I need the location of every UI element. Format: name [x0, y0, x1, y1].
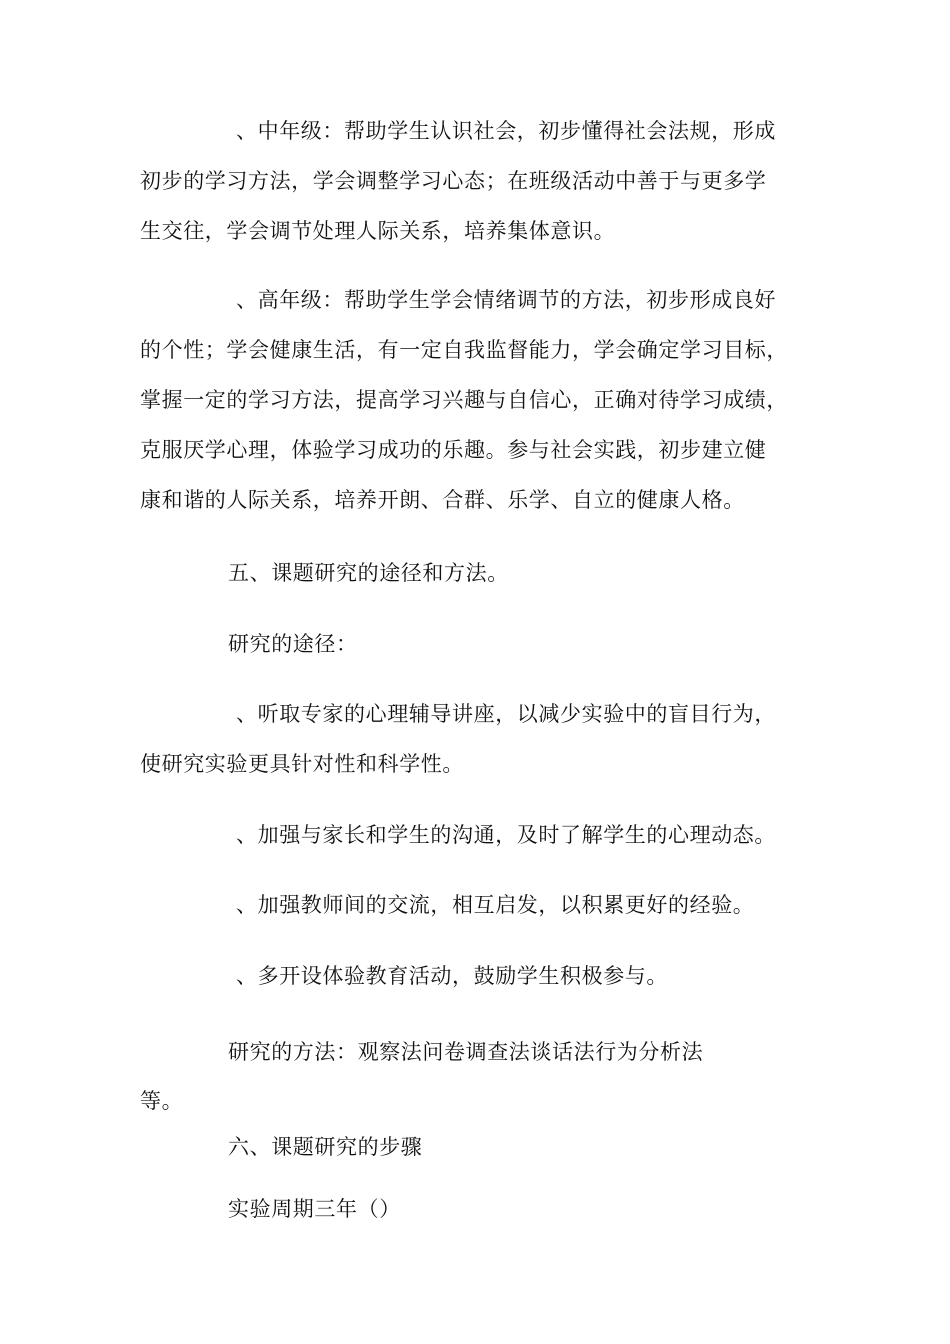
high-grade-line-2: 的个性；学会健康生活，有一定自我监督能力，学会确定学习目标， [140, 338, 788, 362]
approach-2: 、加强与家长和学生的沟通，及时了解学生的心理动态。 [236, 823, 776, 847]
methods-line-1: 研究的方法：观察法问卷调查法谈话法行为分析法 [228, 1040, 704, 1064]
section-five-heading: 五、课题研究的途径和方法。 [228, 561, 509, 585]
middle-grade-line-1: 、中年级：帮助学生认识社会，初步懂得社会法规，形成 [236, 119, 776, 143]
experiment-period: 实验周期三年（） [228, 1197, 401, 1221]
middle-grade-line-2: 初步的学习方法，学会调整学习心态；在班级活动中善于与更多学 [140, 169, 767, 193]
section-six-heading: 六、课题研究的步骤 [228, 1135, 423, 1159]
high-grade-line-3: 掌握一定的学习方法，提高学习兴趣与自信心，正确对待学习成绩， [140, 388, 788, 412]
middle-grade-line-3: 生交往，学会调节处理人际关系，培养集体意识。 [140, 219, 616, 243]
high-grade-line-1: 、高年级：帮助学生学会情绪调节的方法，初步形成良好 [236, 288, 776, 312]
approach-1-line-1: 、听取专家的心理辅导讲座，以减少实验中的盲目行为， [236, 702, 776, 726]
high-grade-line-5: 康和谐的人际关系，培养开朗、合群、乐学、自立的健康人格。 [140, 488, 745, 512]
high-grade-line-4: 克服厌学心理，体验学习成功的乐趣。参与社会实践，初步建立健 [140, 438, 767, 462]
approach-4: 、多开设体验教育活动，鼓励学生积极参与。 [236, 964, 668, 988]
approach-1-line-2: 使研究实验更具针对性和科学性。 [140, 752, 464, 776]
approach-heading: 研究的途径： [228, 632, 358, 656]
approach-3: 、加强教师间的交流，相互启发，以积累更好的经验。 [236, 893, 755, 917]
methods-line-2: 等。 [140, 1089, 184, 1113]
